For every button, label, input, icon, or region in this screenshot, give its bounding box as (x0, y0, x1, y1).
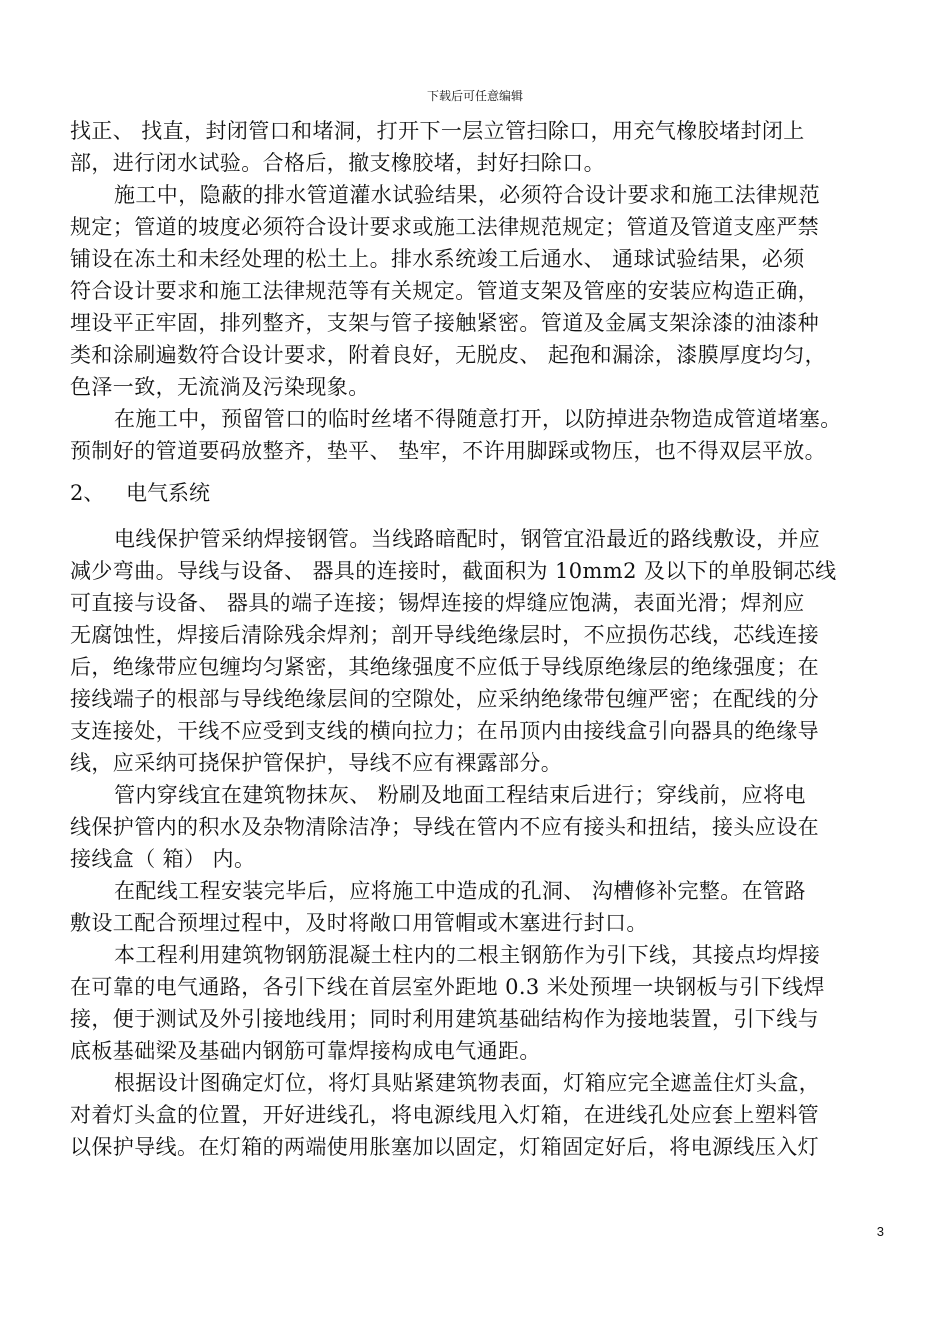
text-line: 类和涂刷遍数符合设计要求，附着良好，无脱皮、 起孢和漏涂，漆膜厚度均匀， (70, 343, 827, 367)
paragraph (70, 403, 885, 467)
text-line: 电线保护管采纳焊接钢管。当线路暗配时，钢管宜沿最近的路线敷设，并应 (114, 527, 821, 551)
section-heading (70, 477, 885, 509)
section-title: 电气系统 (126, 481, 210, 505)
paragraph (70, 779, 885, 875)
text-line: 找正、 找直，封闭管口和堵洞，打开下一层立管扫除口，用充气橡胶堵封闭上 (70, 119, 805, 143)
text-line: 后，绝缘带应包缠均匀紧密，其绝缘强度不应低于导线原绝缘层的绝缘强度；在 (70, 655, 819, 679)
text-line: 接线端子的根部与导线绝缘层间的空隙处，应采纳绝缘带包缠严密；在配线的分 (70, 687, 819, 711)
text-line: 线保护管内的积水及杂物清除洁净；导线在管内不应有接头和扭结，接头应设在 (70, 815, 819, 839)
text-line: 铺设在冻土和未经处理的松土上。排水系统竣工后通水、 通球试验结果，必须 (70, 247, 805, 271)
text-line: 无腐蚀性，焊接后清除残余焊剂；剖开导线绝缘层时，不应损伤芯线，芯线连接 (70, 623, 819, 647)
paragraph (70, 115, 885, 179)
text-line: 接线盒（ 箱） 内。 (70, 847, 256, 871)
text-line: 减少弯曲。导线与设备、 器具的连接时，截面积为 10mm2 及以下的单股铜芯线 (70, 559, 837, 583)
text-line: 支连接处，干线不应受到支线的横向拉力；在吊顶内由接线盒引向器具的绝缘导 (70, 719, 819, 743)
document-body (70, 115, 885, 1163)
text-line: 本工程利用建筑物钢筋混凝土柱内的二根主钢筋作为引下线，其接点均焊接 (114, 943, 821, 967)
text-line: 埋设平正牢固，排列整齐，支架与管子接触紧密。管道及金属支架涂漆的油漆种 (70, 311, 819, 335)
text-line: 对着灯头盒的位置，开好进线孔，将电源线甩入灯箱，在进线孔处应套上塑料管 (70, 1103, 819, 1127)
text-line: 色泽一致，无流淌及污染现象。 (70, 375, 370, 399)
text-line: 预制好的管道要码放整齐，垫平、 垫牢，不许用脚踩或物压，也不得双层平放。 (70, 439, 827, 463)
text-line: 根据设计图确定灯位，将灯具贴紧建筑物表面，灯箱应完全遮盖住灯头盒， (114, 1071, 821, 1095)
paragraph (70, 523, 885, 779)
paragraph (70, 875, 885, 939)
text-line: 底板基础梁及基础内钢筋可靠焊接构成电气通距。 (70, 1039, 541, 1063)
paragraph (70, 939, 885, 1067)
text-line: 在可靠的电气通路，各引下线在首层室外距地 0.3 米处预埋一块钢板与引下线焊 (70, 975, 825, 999)
text-line: 符合设计要求和施工法律规范等有关规定。管道支架及管座的安装应构造正确， (70, 279, 819, 303)
text-line: 敷设工配合预埋过程中，及时将敞口用管帽或木塞进行封口。 (70, 911, 648, 935)
text-line: 在施工中，预留管口的临时丝堵不得随意打开，以防掉进杂物造成管道堵塞。 (114, 407, 842, 431)
text-line: 管内穿线宜在建筑物抹灰、 粉刷及地面工程结束后进行；穿线前，应将电 (114, 783, 806, 807)
text-line: 在配线工程安装完毕后，应将施工中造成的孔洞、 沟槽修补完整。在管路 (114, 879, 806, 903)
text-line: 接，便于测试及外引接地线用；同时利用建筑基础结构作为接地装置，引下线与 (70, 1007, 819, 1031)
page-header: 下载后可任意编辑 (426, 89, 523, 103)
page-number: 3 (876, 1224, 884, 1239)
text-line: 以保护导线。在灯箱的两端使用胀塞加以固定，灯箱固定好后，将电源线压入灯 (70, 1135, 819, 1159)
text-line: 施工中，隐蔽的排水管道灌水试验结果，必须符合设计要求和施工法律规范 (114, 183, 821, 207)
text-line: 规定；管道的坡度必须符合设计要求或施工法律规范规定；管道及管道支座严禁 (70, 215, 819, 239)
paragraph (70, 1067, 885, 1163)
text-line: 可直接与设备、 器具的端子连接；锡焊连接的焊缝应饱满，表面光滑；焊剂应 (70, 591, 805, 615)
section-number: 2、 (70, 481, 105, 505)
text-line: 线，应采纳可挠保护管保护，导线不应有裸露部分。 (70, 751, 563, 775)
text-line: 部，进行闭水试验。合格后，撤支橡胶堵，封好扫除口。 (70, 151, 605, 175)
paragraph (70, 179, 885, 403)
